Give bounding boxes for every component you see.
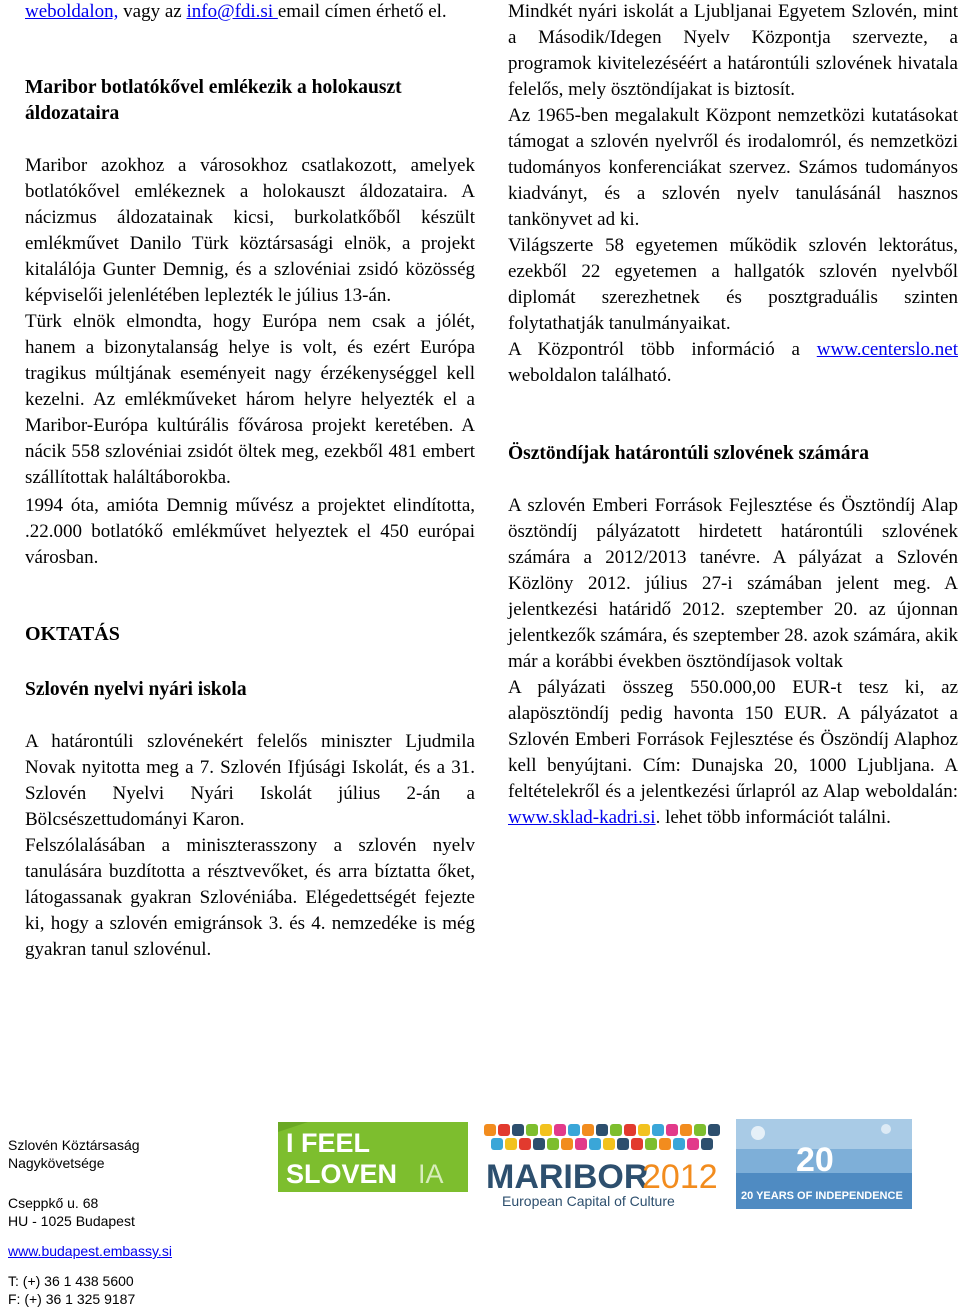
maribor-tiles bbox=[484, 1124, 720, 1150]
maribor-year: 2012 bbox=[642, 1158, 718, 1196]
sklad-kadri-link[interactable]: www.sklad-kadri.si bbox=[508, 807, 656, 828]
article-paragraph: 1994 óta, amióta Demnig művész a projektet elindította, .22.000 botlatókő emlékművet helyeztek el 450 európai városban. bbox=[25, 495, 475, 568]
left-column bbox=[25, 0, 475, 963]
centerslo-paragraph bbox=[508, 337, 958, 389]
indep-number: 20 bbox=[796, 1141, 834, 1179]
section-title-oktatas: OKTATÁS bbox=[25, 623, 120, 645]
embassy-name-line1: Szlovén Köztársaság bbox=[8, 1137, 140, 1153]
website-link[interactable]: weboldalon, bbox=[25, 1, 119, 22]
article-paragraph: A szlovén Emberi Források Fejlesztése és Ösztöndíj Alap ösztöndíj pályázatott hirdetett határontúli szlovének számára a 2012/2013 tanévre. A pályázat a Szlovén Közlöny 2012. július 27-i számában jelent meg. A jelentkezési határidő 2012. szeptember 20. az újonnan jelentkezők számára, és szeptember 28. azok számára, akik már a korábbi években ösztöndíjasok voltak bbox=[508, 495, 958, 672]
scholarship-amount-paragraph bbox=[508, 675, 958, 831]
centerslo-post: weboldalon található. bbox=[508, 365, 672, 386]
embassy-name-line2: Nagykövetsége bbox=[8, 1155, 105, 1171]
phone-number: T: (+) 36 1 438 5600 bbox=[8, 1273, 134, 1289]
article-paragraph: Mindkét nyári iskolát a Ljubljanai Egyetem Szlovén, mint a Második/Idegen Nyelv Központja szervezte, a programok kivitelezéséért a határontúli szlovének hivatala felelős, mely ösztöndíjakat is biztosít. bbox=[508, 1, 958, 100]
email-link[interactable]: info@fdi.si bbox=[186, 1, 278, 22]
independence-20-logo bbox=[736, 1119, 912, 1209]
indep-text: 20 YEARS OF INDEPENDENCE bbox=[741, 1190, 903, 1202]
maribor-subtitle: European Capital of Culture bbox=[502, 1193, 675, 1209]
article-paragraph: Maribor azokhoz a városokhoz csatlakozott, amelyek botlatókővel emlékeznek a holokauszt áldozataira. A nácizmus áldozatainak kicsi, burkolatkőből készült emlékművet Danilo Türk köztársasági elnök, a projekt kitalálója Gunter Demnig, és a szlovéniai zsidó közösség képviselői jelenlétében leplezték le július 13-án. bbox=[25, 155, 475, 306]
intro-paragraph bbox=[25, 0, 475, 25]
intro-tail-text: email címen érhető el. bbox=[277, 1, 447, 22]
maribor-2012-logo-graphic bbox=[482, 1122, 732, 1210]
scholarship-tail: . lehet több információt találni. bbox=[655, 807, 891, 828]
address-line2: HU - 1025 Budapest bbox=[8, 1213, 135, 1229]
article-paragraph: Felszólalásában a miniszterasszony a szlovén nyelv tanulására buzdította a résztvevőket, és arra bíztatta őket, látogassanak gyakran Szlovéniába. Elégedettségét fejezte ki, hogy a szlovén emigránsok 3. és 4. nemzedéke is még gyakran tanul szlovénul. bbox=[25, 835, 475, 960]
maribor-word: MARIBOR bbox=[486, 1158, 649, 1196]
right-column bbox=[508, 0, 958, 831]
ifeel-line2-a: SLOVEN bbox=[286, 1159, 398, 1189]
scholarship-text: A pályázati összeg 550.000,00 EUR-t tesz ki, az alapösztöndíj pedig havonta 150 EUR. A pályázatot a Szlovén Emberi Források Fejlesztése és Öszöndíj Alaphoz kell benyújtani. Cím: Dunajska 20, 1000 Ljubljana. A feltételekről és a jelentkezési űrlapról az Alap weboldalán: bbox=[508, 677, 958, 802]
article-title-summer-school: Szlovén nyelvi nyári iskola bbox=[25, 679, 247, 700]
i-feel-slovenia-logo bbox=[278, 1122, 468, 1192]
embassy-contact bbox=[8, 1136, 172, 1308]
embassy-website-link[interactable]: www.budapest.embassy.si bbox=[8, 1243, 172, 1259]
article-paragraph: A határontúli szlovénekért felelős miniszter Ljudmila Novak nyitotta meg a 7. Szlovén Ifjúsági Iskolát, és a 31. Szlovén Nyelvi Nyári Iskolát július 2-án a Bölcsészettudományi Karon. bbox=[25, 731, 475, 830]
address-line1: Cseppkő u. 68 bbox=[8, 1195, 99, 1211]
centerslo-pre: A Központról több információ a bbox=[508, 339, 817, 360]
article-paragraph: Türk elnök elmondta, hogy Európa nem csak a jólét, hanem a bizonytalanság helye is volt, és ezért Európa tragikus múltjának eseményeit nagy érzékenységgel kell kezelni. Az emlékműveket három helyre helyezték el a Maribor-Európa kultúrális fővárosa projekt keretében. A nácik 558 szlovéniai zsidót öltek meg, ezekből 481 embert szállítottak haláltáborokba. bbox=[25, 311, 475, 488]
fax-number: F: (+) 36 1 325 9187 bbox=[8, 1291, 136, 1307]
article-paragraph: Az 1965-ben megalakult Központ nemzetközi kutatásokat támogat a szlovén nyelvről és irodalomról, és nemzetközi tudományos konferenciákat szervez. Számos tudományos kiadványt, és a szlovén nyelv tanulásánál hasznos tankönyvet ad ki. bbox=[508, 105, 958, 230]
article-paragraph: Világszerte 58 egyetemen működik szlovén lektorátus, ezekből 22 egyetemen a hallgatók szlovén nyelvből diplomát szerezhetnek és posztgraduális szinten folytathatják tanulmányaikat. bbox=[508, 235, 958, 334]
ifeel-line1: I FEEL bbox=[286, 1128, 371, 1158]
i-feel-slovenia-logo-graphic bbox=[278, 1122, 468, 1192]
article-title-scholarships: Ösztöndíjak határontúli szlovének számára bbox=[508, 443, 869, 464]
centerslo-link[interactable]: www.centerslo.net bbox=[816, 339, 958, 360]
article-title-maribor: Maribor botlatókővel emlékezik a holokauszt áldozataira bbox=[25, 77, 402, 124]
maribor-2012-logo bbox=[482, 1122, 732, 1210]
ifeel-line2-b: IA bbox=[418, 1159, 444, 1189]
intro-mid-text: vagy az bbox=[118, 1, 187, 22]
independence-20-logo-graphic bbox=[736, 1119, 912, 1209]
